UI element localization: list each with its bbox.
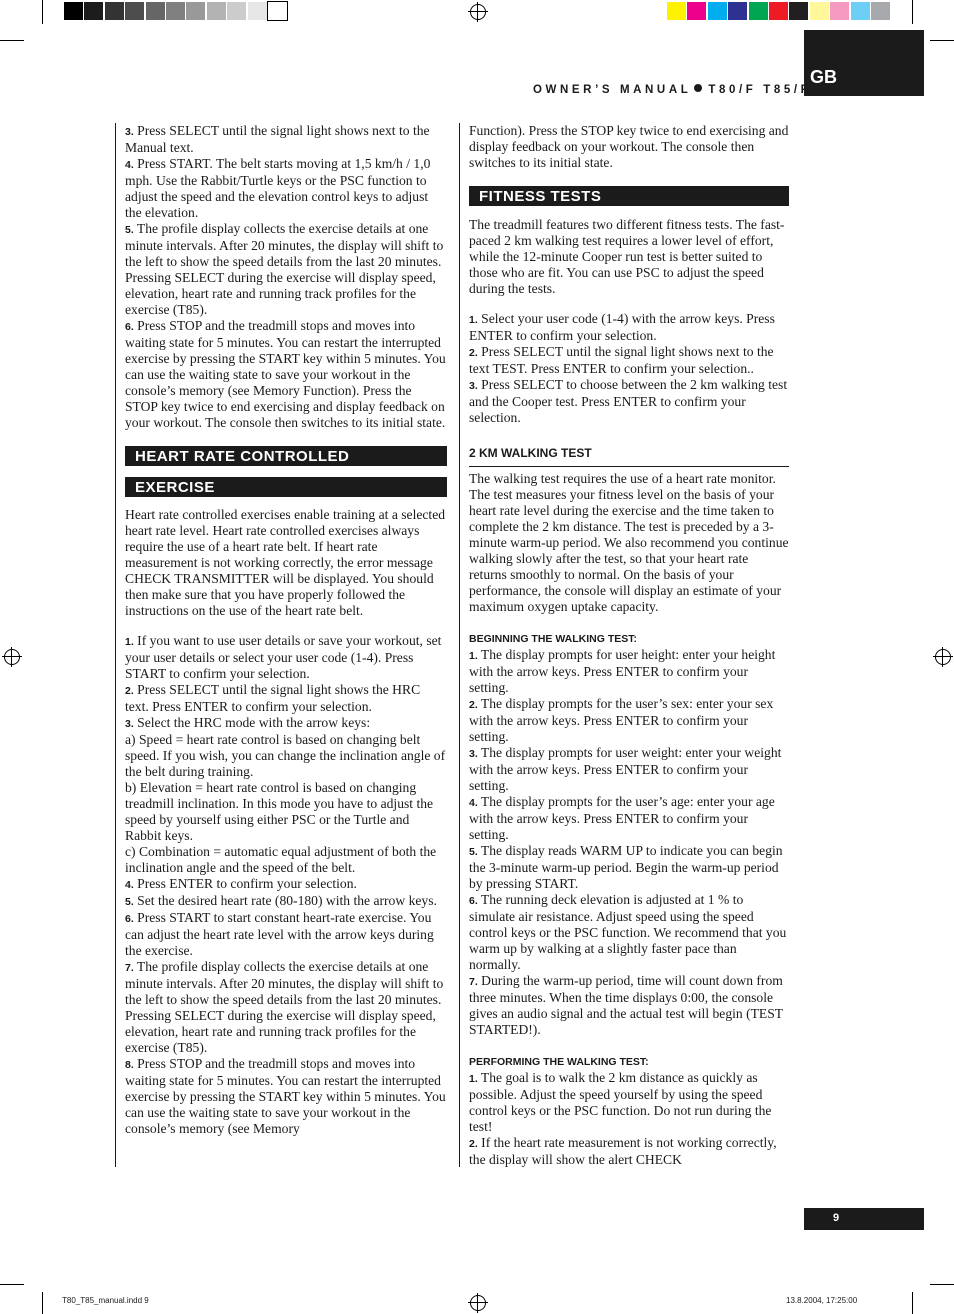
step-number: 1.: [125, 636, 134, 648]
step-text: The goal is to walk the 2 km distance as quickly as possible. Adjust the speed yourself by using the speed control keys or the PSC function. Do not run during the test!: [469, 1070, 772, 1134]
language-tab-label: GB: [810, 67, 837, 87]
step-number: 5.: [125, 224, 134, 236]
color-swatch: [769, 2, 788, 20]
page-number-box: [804, 1208, 924, 1230]
color-swatch: [687, 2, 706, 20]
section-heading-hrc: HEART RATE CONTROLLED: [125, 446, 447, 466]
step-text: Set the desired heart rate (80-180) with the arrow keys.: [137, 893, 437, 908]
step-number: 2.: [469, 347, 478, 359]
crop-mark-top-left-h: [0, 40, 24, 41]
step-text: The profile display collects the exercise details at one minute intervals. After 20 minutes, the display will shift to the left to show the speed details from the last 20 minutes. Pressing SELECT during the exercise will display speed, elevation, heart rate and running track profiles for the exercise (T85).: [125, 221, 444, 317]
step-text: The display prompts for the user’s age: enter your age with the arrow keys. Press ENTER to confirm your setting.: [469, 794, 775, 842]
color-swatch: [248, 2, 267, 20]
crop-mark-top-right-v: [912, 0, 913, 24]
registration-mark-left-icon: [4, 649, 20, 665]
step-number: 3.: [125, 126, 134, 138]
step-paragraph: [469, 794, 789, 843]
step-number: 1.: [469, 650, 478, 662]
page-number: 9: [833, 1212, 840, 1224]
color-swatch: [207, 2, 226, 20]
step-text: Press STOP and the treadmill stops and moves into waiting state for 5 minutes. You can restart the interrupted exercise by pressing the START key within 5 minutes. You can use the waiting state to save your workout in the console’s memory (see Memory Function). Press the STOP key twice to end exercising and display feedback on your workout. The console then switches to its initial state.: [125, 318, 446, 430]
step-number: 7.: [469, 976, 478, 988]
left-column-rule: [115, 123, 116, 1167]
color-swatch: [186, 2, 205, 20]
step-paragraph: [125, 910, 447, 959]
step-paragraph: [469, 892, 789, 973]
registration-mark-right-icon: [935, 649, 951, 665]
color-swatch: [105, 2, 124, 20]
crop-mark-bottom-left-v: [42, 1292, 43, 1314]
color-swatch: [749, 2, 768, 20]
crop-mark-bottom-right-v: [912, 1292, 913, 1314]
color-swatch: [789, 2, 808, 20]
step-text: Select your user code (1-4) with the arrow keys. Press ENTER to confirm your selection.: [469, 311, 775, 343]
crop-mark-top-right-h: [930, 40, 954, 41]
step-paragraph: [469, 647, 789, 696]
color-swatch: [851, 2, 870, 20]
step-paragraph: [469, 1135, 789, 1168]
step-text: Press SELECT until the signal light shows the HRC text. Press ENTER to confirm your selection.: [125, 682, 421, 714]
color-swatch: [227, 2, 246, 20]
step-number: 5.: [469, 846, 478, 858]
step-number: 3.: [469, 748, 478, 760]
step-paragraph: [469, 1070, 789, 1135]
beginning-test-heading: BEGINNING THE WALKING TEST:: [469, 633, 637, 645]
color-swatch: [810, 2, 829, 20]
color-swatch: [728, 2, 747, 20]
mode-option-combination: c) Combination = automatic equal adjustment of both the inclination angle and the speed of the belt.: [125, 844, 437, 875]
fitness-intro: The treadmill features two different fitness tests. The fast-paced 2 km walking test requires a lower level of effort, while the 12-minute Cooper run test is better suited to those who are fit. You can use PSC to adjust the speed during the tests.: [469, 217, 785, 296]
step-paragraph: [125, 123, 447, 156]
step-text: Press START to start constant heart-rate exercise. You can adjust the heart rate level with the arrow keys during the exercise.: [125, 910, 434, 958]
center-column-rule: [459, 123, 460, 1167]
step-text: The display prompts for the user’s sex: enter your sex with the arrow keys. Press ENTER to confirm your setting.: [469, 696, 774, 744]
crop-mark-bottom-right-h: [930, 1284, 954, 1285]
step-paragraph: [125, 1056, 447, 1137]
section-heading-exercise: EXERCISE: [125, 477, 447, 497]
step-paragraph: [469, 377, 789, 426]
step-number: 4.: [469, 797, 478, 809]
color-swatch: [146, 2, 165, 20]
right-column: [469, 123, 789, 1168]
step-paragraph: [125, 318, 447, 431]
left-column: [125, 123, 447, 1137]
color-swatch: [64, 2, 83, 20]
step-paragraph: [125, 893, 447, 910]
hrc-intro: Heart rate controlled exercises enable training at a selected heart rate level. Heart rate controlled exercises always require the use of a heart rate belt. If heart rate measurement is not working correctly, the error message CHECK TRANSMITTER will be displayed. You should then make sure that you have properly followed the instructions on the use of the heart rate belt.: [125, 507, 446, 618]
step-number: 7.: [125, 962, 134, 974]
step-text: Press SELECT until the signal light shows next to the text TEST. Press ENTER to confirm your selection..: [469, 344, 774, 376]
step-paragraph: [469, 311, 789, 344]
walking-test-heading: 2 KM WALKING TEST: [469, 445, 789, 467]
step-number: 6.: [469, 895, 478, 907]
footer-timestamp: 13.8.2004, 17:25:00: [786, 1296, 858, 1305]
step-number: 3.: [469, 380, 478, 392]
step-paragraph: [469, 843, 789, 892]
section-heading-fitness-tests: FITNESS TESTS: [469, 186, 789, 206]
color-swatch: [84, 2, 103, 20]
step-paragraph: [469, 696, 789, 745]
step-text: If you want to use user details or save your workout, set your user details or select your user code (1-4). Press START to confirm your selection.: [125, 633, 442, 681]
step-paragraph: [125, 876, 447, 893]
performing-test-heading: PERFORMING THE WALKING TEST:: [469, 1056, 649, 1068]
step-paragraph: [469, 745, 789, 794]
continued-paragraph: Function). Press the STOP key twice to end exercising and display feedback on your workout. The console then switches to its initial state.: [469, 123, 789, 170]
mode-option-elevation: b) Elevation = heart rate control is based on changing treadmill inclination. In this mode you have to adjust the speed by yourself using either PSC or the Turtle and Rabbit keys.: [125, 780, 434, 843]
step-number: 2.: [469, 699, 478, 711]
mode-option-speed: a) Speed = heart rate control is based on changing belt speed. If you wish, you can change the inclination angle of the belt during training.: [125, 732, 446, 779]
step-text: Press STOP and the treadmill stops and moves into waiting state for 5 minutes. You can restart the interrupted exercise by pressing the START key within 5 minutes. You can use the waiting state to save your workout in the console’s memory (see Memory: [125, 1056, 446, 1136]
color-swatch: [871, 2, 890, 20]
step-paragraph: [125, 156, 447, 221]
walking-test-intro: The walking test requires the use of a heart rate monitor. The test measures your fitness level on the basis of your heart rate level during the exercise and the time taken to complete the 2 km distance. The test is preceded by a 3-minute warm-up period. We also recommend you continue walking slowly after the test, so that your heart rate returns smoothly to normal. On the basis of your performance, the console will display an estimate of your maximum oxygen uptake capacity.: [469, 471, 789, 614]
step-number: 5.: [125, 896, 134, 908]
step-paragraph: [125, 221, 447, 318]
color-swatch: [830, 2, 849, 20]
color-swatch: [268, 2, 287, 20]
step-number: 2.: [469, 1138, 478, 1150]
color-swatch: [708, 2, 727, 20]
step-text: The display prompts for user weight: enter your weight with the arrow keys. Press ENTER to confirm your setting.: [469, 745, 782, 793]
step-paragraph: [125, 715, 447, 732]
step-text: The display prompts for user height: enter your height with the arrow keys. Press ENTER to confirm your setting.: [469, 647, 776, 695]
header-bullet-icon: [694, 84, 702, 92]
step-paragraph: [125, 682, 447, 715]
step-text: Press START. The belt starts moving at 1,5 km/h / 1,0 mph. Use the Rabbit/Turtle keys or the PSC function to adjust the speed and the elevation control keys to adjust the elevation.: [125, 156, 431, 220]
step-text: If the heart rate measurement is not working correctly, the display will show the alert CHECK: [469, 1135, 777, 1167]
step-paragraph: [469, 973, 789, 1038]
step-text: Press SELECT until the signal light shows next to the Manual text.: [125, 123, 430, 155]
step-paragraph: [125, 959, 447, 1056]
step-number: 6.: [125, 913, 134, 925]
step-text: Press SELECT to choose between the 2 km walking test and the Cooper test. Press ENTER to confirm your selection.: [469, 377, 788, 425]
footer-file-info: T80_T85_manual.indd 9: [62, 1296, 149, 1305]
running-header: [533, 84, 811, 96]
step-number: 6.: [125, 321, 134, 333]
step-number: 4.: [125, 879, 134, 891]
color-swatch: [166, 2, 185, 20]
crop-mark-top-left-v: [42, 0, 43, 24]
step-text: The display reads WARM UP to indicate you can begin the 3-minute warm-up period. Begin the warm-up period by pressing START.: [469, 843, 783, 891]
step-text: During the warm-up period, time will count down from three minutes. When the time displays 0:00, the console gives an audio signal and the actual test will begin (TEST STARTED!).: [469, 973, 783, 1037]
registration-mark-top-icon: [470, 4, 486, 20]
step-text: Press ENTER to confirm your selection.: [137, 876, 357, 891]
step-number: 3.: [125, 718, 134, 730]
color-swatch: [125, 2, 144, 20]
step-number: 1.: [469, 314, 478, 326]
crop-mark-bottom-left-h: [0, 1284, 24, 1285]
step-number: 2.: [125, 685, 134, 697]
header-title: OWNER’S MANUAL: [533, 84, 692, 96]
step-number: 4.: [125, 159, 134, 171]
step-text: The running deck elevation is adjusted at 1 % to simulate air resistance. Adjust speed using the speed control keys or the PSC function. We recommend that you warm up by walking at a slightly faster pace than normally.: [469, 892, 787, 972]
step-paragraph: [469, 344, 789, 377]
step-text: Select the HRC mode with the arrow keys:: [137, 715, 371, 730]
step-paragraph: [125, 633, 447, 682]
step-number: 1.: [469, 1073, 478, 1085]
color-swatch: [667, 2, 686, 20]
step-text: The profile display collects the exercise details at one minute intervals. After 20 minutes, the display will shift to the left to show the speed details from the last 20 minutes. Pressing SELECT during the exercise will display speed, elevation, heart rate and running track profiles for the exercise (T85).: [125, 959, 444, 1055]
header-models: T80/F T85/F: [708, 84, 812, 96]
step-number: 8.: [125, 1059, 134, 1071]
registration-mark-bottom-icon: [470, 1295, 486, 1311]
